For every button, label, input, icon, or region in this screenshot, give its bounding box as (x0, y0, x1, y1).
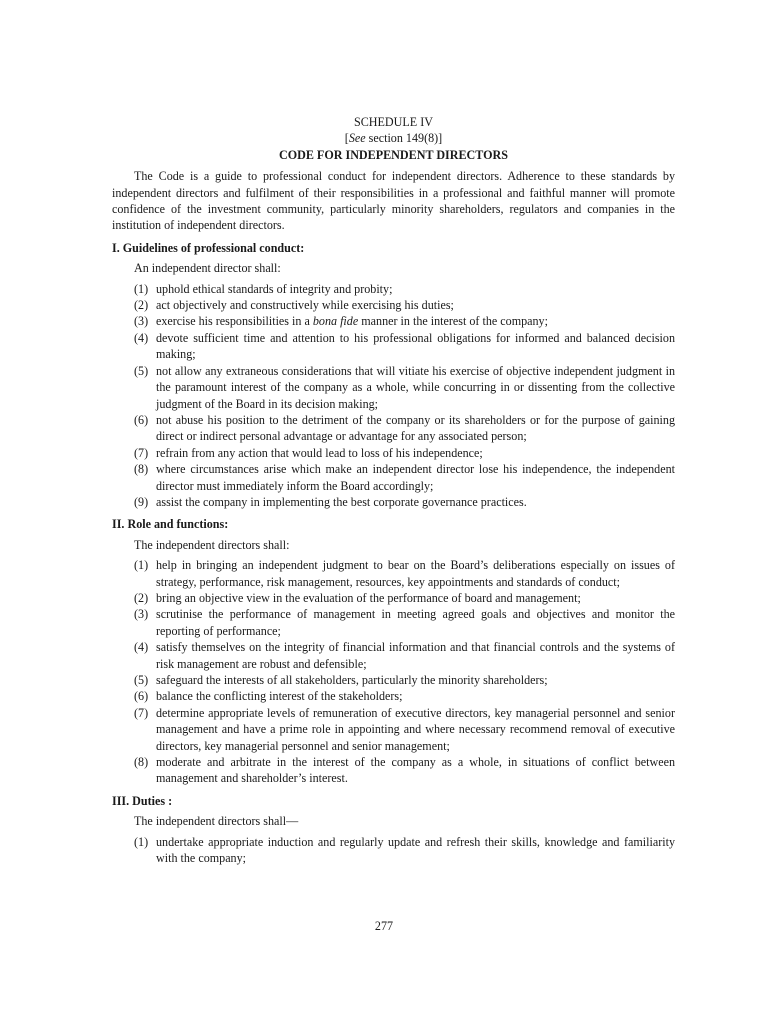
list-item (112, 557, 675, 590)
item-text: refrain from any action that would lead to loss of his independence; (156, 445, 483, 460)
item-text: satisfy themselves on the integrity of financial information and that financial controls and the systems of risk management are robust and defensible; (156, 640, 675, 671)
list-item (112, 363, 675, 412)
item-number: (5) (134, 363, 149, 378)
item-text: assist the company in implementing the best corporate governance practices. (156, 494, 527, 509)
item-text: not abuse his position to the detriment of the company or its shareholders or for the purpose of gaining direct or indirect personal advantage or advantage for any associated person; (156, 412, 675, 444)
item-number: (7) (134, 445, 149, 460)
item-text-pre: exercise his responsibilities in a (156, 314, 313, 329)
list-item (112, 297, 675, 313)
item-number: (1) (134, 281, 149, 296)
list-item (112, 445, 675, 461)
item-text: moderate and arbitrate in the interest of the company as a whole, in situations of conflict between management and shareholder’s interest. (156, 755, 675, 786)
item-text: undertake appropriate induction and regularly update and refresh their skills, knowledge and familiarity with the company; (156, 834, 675, 866)
item-text-em: bona fide (312, 314, 359, 329)
list-item (112, 461, 675, 494)
item-text: where circumstances arise which make an independent director lose his independence, the independent director must immediately inform the Board accordingly; (156, 462, 675, 493)
item-text: help in bringing an independent judgment to bear on the Board’s deliberations especially on issues of strategy, performance, risk management, resources, key appointments and standards of conduct; (156, 558, 675, 589)
list-item (112, 590, 675, 606)
list-item (112, 412, 675, 445)
section-heading-guidelines: I. Guidelines of professional conduct: (112, 240, 305, 255)
section-text: section 149(8)] (365, 131, 443, 146)
item-text: bring an objective view in the evaluation of the performance of board and management; (156, 590, 581, 605)
item-number: (6) (134, 689, 149, 704)
list-item (112, 672, 675, 688)
item-number: (2) (134, 590, 149, 605)
item-number: (2) (134, 298, 149, 313)
item-number: (1) (134, 558, 149, 573)
item-text: act objectively and constructively while exercising his duties; (156, 298, 454, 313)
item-number: (1) (134, 834, 149, 849)
page-title: CODE FOR INDEPENDENT DIRECTORS (278, 147, 509, 162)
item-number: (7) (134, 705, 149, 720)
list-item (112, 494, 675, 510)
section-see: See (348, 131, 366, 146)
intro-paragraph: The Code is a guide to professional conduct for independent directors. Adherence to these standards by independent directors and fulfilment of their responsibilities in a professional and faithful manner will promote confidence of the investment community, particularly minority shareholders, regulators and companies in the institution of independent directors. (112, 169, 675, 233)
item-number: (5) (134, 673, 149, 687)
item-text: uphold ethical standards of integrity and probity; (156, 281, 393, 296)
item-number: (9) (134, 494, 149, 509)
list-item (112, 705, 675, 754)
list-item (112, 834, 675, 867)
list-item (112, 754, 675, 787)
item-text-post: manner in the interest of the company; (358, 314, 548, 329)
schedule-label: SCHEDULE IV (354, 115, 433, 129)
item-number: (3) (134, 314, 149, 329)
role-list (112, 557, 675, 787)
item-text: scrutinise the performance of management in meeting agreed goals and objectives and monitor the reporting of performance; (156, 607, 675, 638)
item-number: (8) (134, 755, 149, 770)
item-number: (8) (134, 462, 149, 477)
list-item (112, 330, 675, 363)
section-lead-duties: The independent directors shall— (134, 814, 299, 829)
item-number: (6) (134, 412, 149, 427)
item-text: safeguard the interests of all stakeholders, particularly the minority shareholders; (156, 673, 548, 687)
page-content (112, 114, 675, 866)
item-number: (3) (134, 607, 149, 622)
duties-list (112, 834, 675, 867)
item-number: (4) (134, 640, 149, 655)
list-item (112, 281, 675, 297)
page-number: 277 (374, 919, 394, 933)
guidelines-list (112, 281, 675, 511)
section-bracket: [ (344, 131, 349, 146)
section-lead-role: The independent directors shall: (134, 537, 290, 552)
section-reference (112, 130, 675, 146)
list-item (112, 313, 675, 329)
list-item (112, 688, 675, 704)
item-text: determine appropriate levels of remuneration of executive directors, key managerial personnel and senior management and have a prime role in appointing and where necessary recommend removal of executive directors, key managerial personnel and senior management; (156, 705, 675, 753)
section-heading-role: II. Role and functions: (112, 517, 229, 532)
section-lead-guidelines: An independent director shall: (134, 261, 281, 276)
section-heading-duties: III. Duties : (112, 793, 173, 808)
item-text: devote sufficient time and attention to his professional obligations for informed and balanced decision making; (156, 330, 675, 362)
item-number: (4) (134, 330, 149, 345)
list-item (112, 606, 675, 639)
list-item (112, 639, 675, 672)
item-text: balance the conflicting interest of the stakeholders; (156, 689, 403, 704)
item-text: not allow any extraneous considerations that will vitiate his exercise of objective independent judgment in the paramount interest of the company as a whole, while concurring in or dissenting from the collective judgment of the Board in its decision making; (156, 363, 675, 411)
